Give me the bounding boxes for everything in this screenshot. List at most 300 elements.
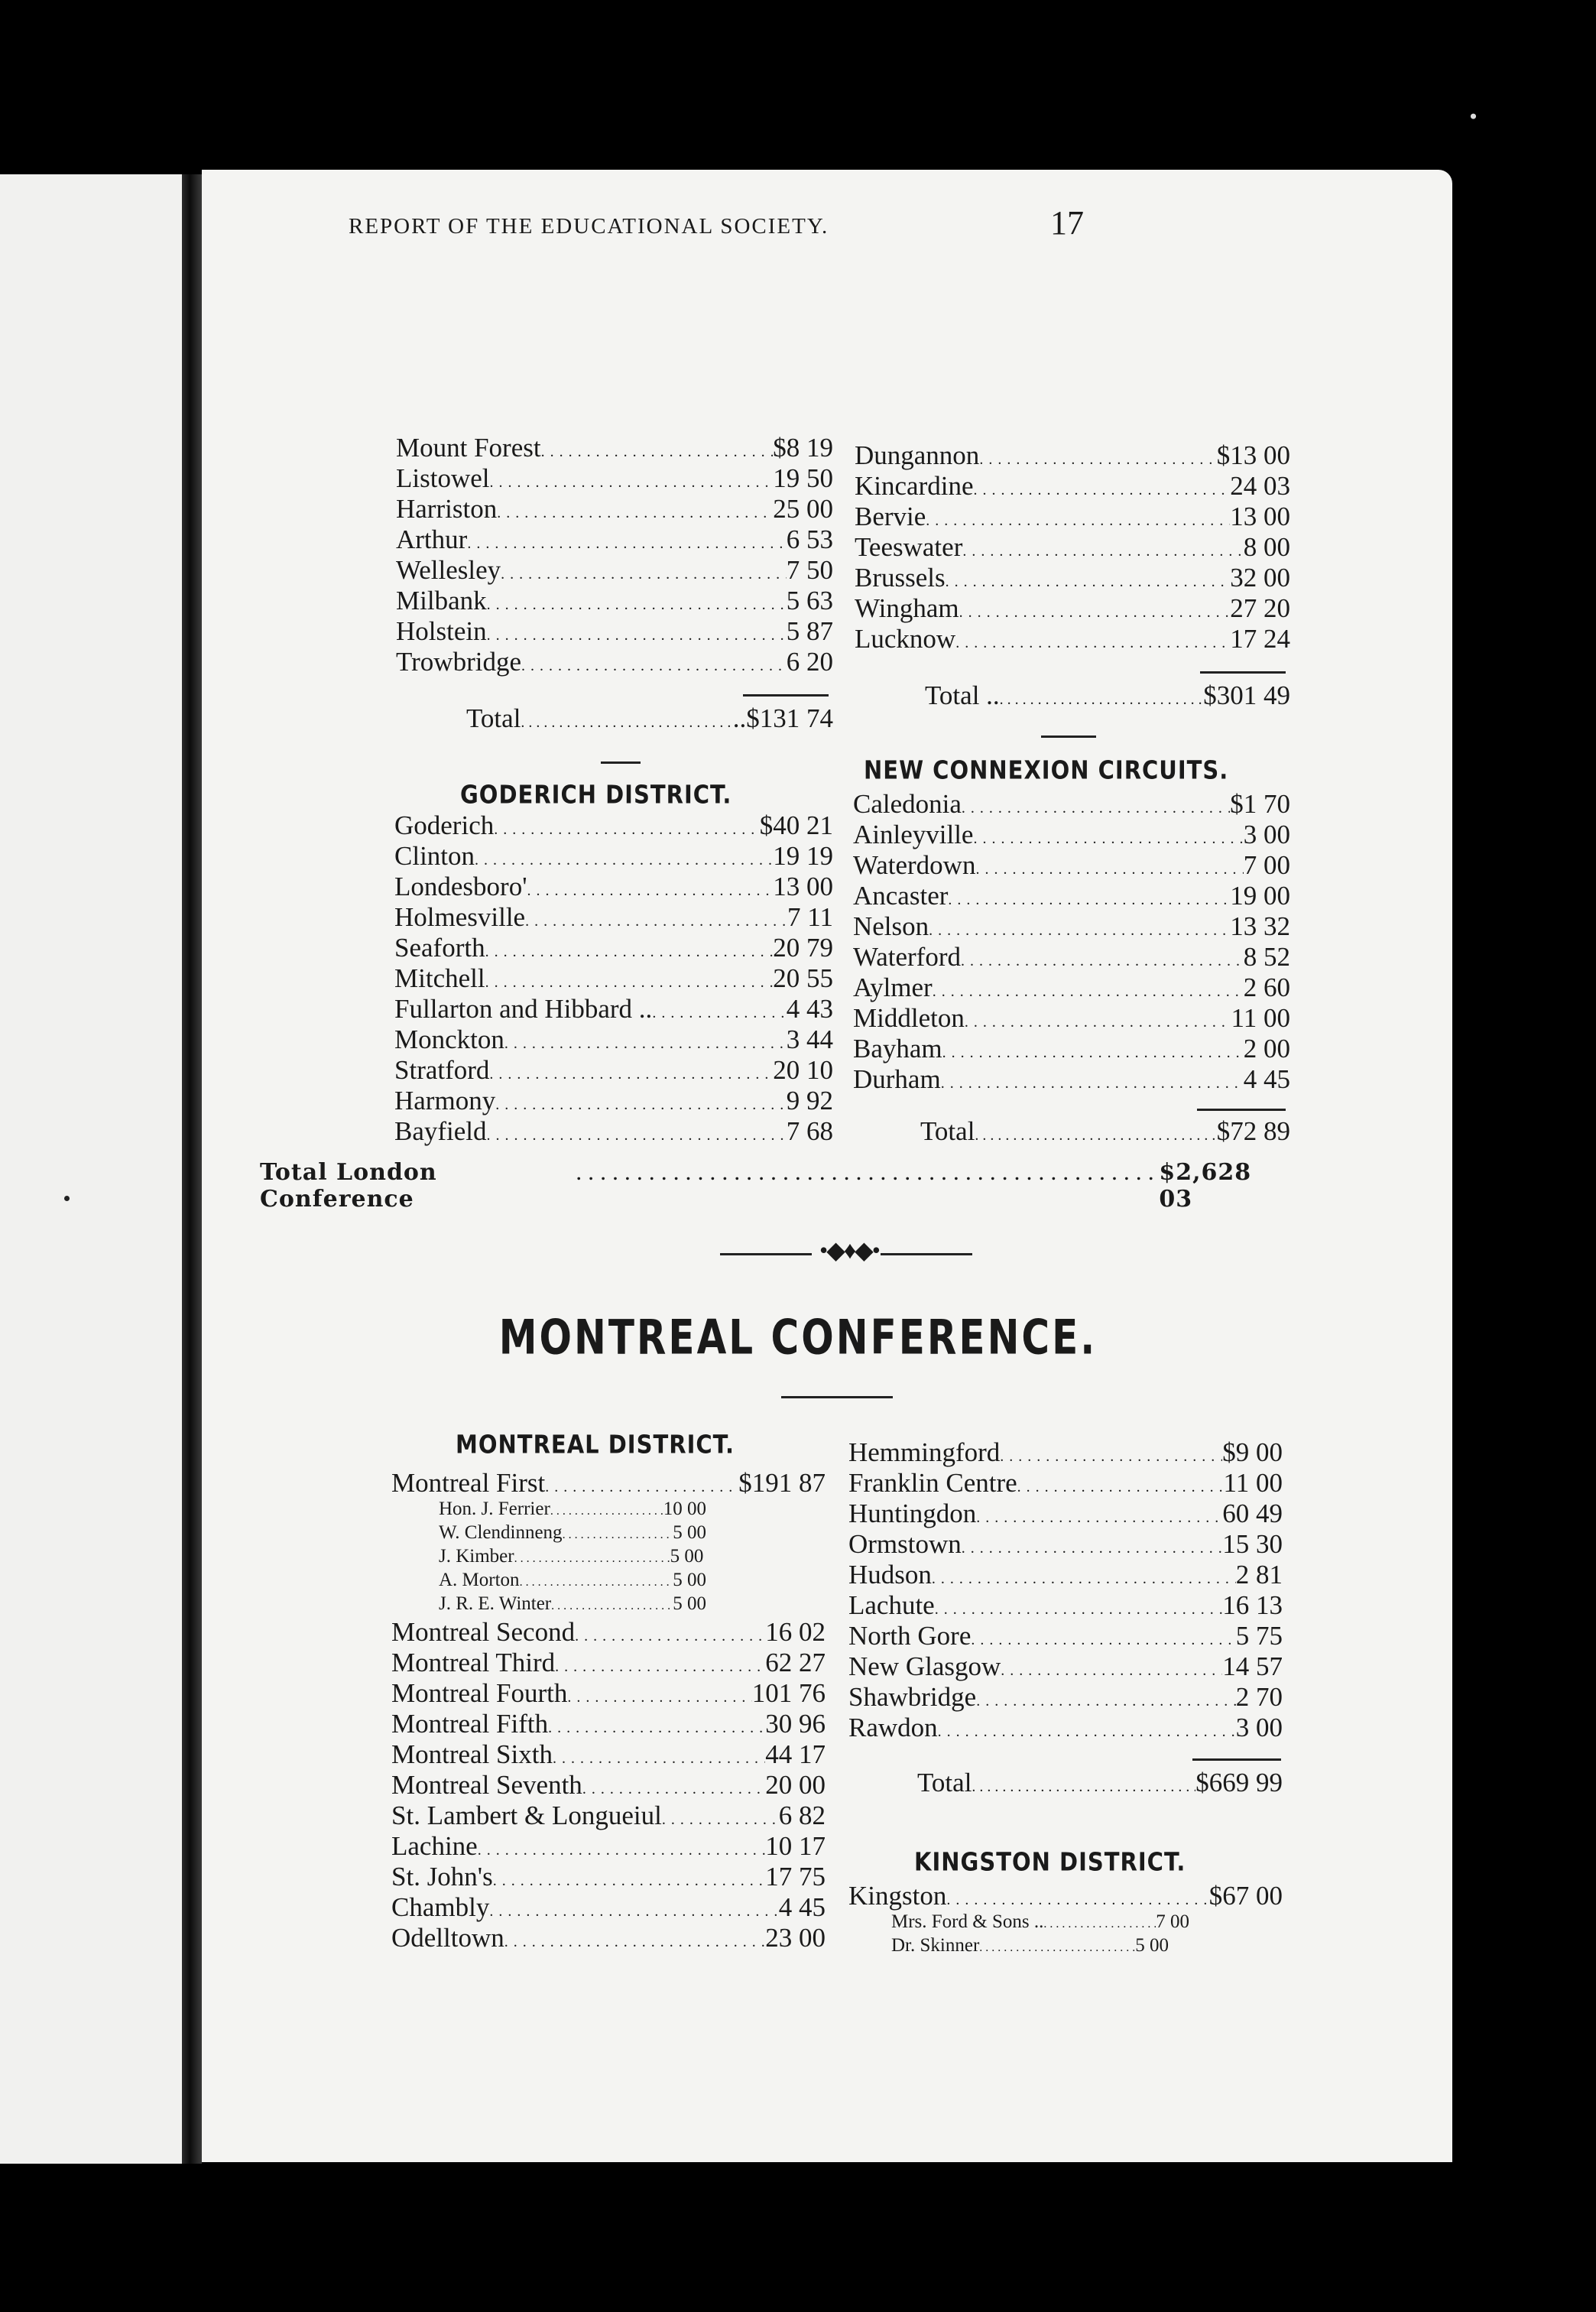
circuit-name: Nelson bbox=[853, 911, 929, 941]
leader-dots bbox=[975, 1116, 1216, 1147]
montreal-continued-list bbox=[848, 1437, 1283, 1743]
circuit-name: Wingham bbox=[855, 593, 959, 623]
leader-dots bbox=[938, 1713, 1236, 1743]
leader-dots bbox=[962, 789, 1230, 820]
circuit-name: Trowbridge bbox=[396, 647, 521, 677]
leader-dots bbox=[545, 1468, 738, 1499]
circuit-amount: 20 10 bbox=[773, 1055, 833, 1085]
leader-dots bbox=[504, 1923, 765, 1953]
grand-total-amount: $2,628 03 bbox=[1159, 1159, 1252, 1213]
leader-dots bbox=[973, 471, 1230, 502]
circuit-amount: 32 00 bbox=[1230, 563, 1290, 593]
subscriber-amount: 5 00 bbox=[673, 1593, 706, 1614]
circuit-name: Shawbridge bbox=[848, 1682, 977, 1712]
circuit-name: Durham bbox=[853, 1064, 941, 1094]
ornament-glyph: •◆♦◆• bbox=[819, 1236, 879, 1264]
circuit-amount: 24 03 bbox=[1230, 471, 1290, 501]
subscriber-name: J. Kimber bbox=[439, 1546, 514, 1567]
leader-dots bbox=[553, 1739, 765, 1770]
leader-dots bbox=[489, 1892, 778, 1923]
circuit-name: Waterdown bbox=[853, 850, 976, 880]
circuit-name: Listowel bbox=[396, 463, 490, 493]
leader-dots bbox=[501, 555, 787, 586]
circuit-amount: 5 87 bbox=[786, 616, 833, 646]
circuit-amount: 19 00 bbox=[1230, 881, 1290, 911]
goderich-heading: GODERICH DISTRICT. bbox=[460, 779, 732, 810]
total-label: Total bbox=[917, 1768, 972, 1797]
circuit-amount: 23 00 bbox=[765, 1923, 826, 1953]
leader-dots bbox=[555, 1648, 765, 1678]
circuit-name: Milbank bbox=[396, 586, 487, 615]
list-item bbox=[853, 1003, 1290, 1034]
subscriber-amount: 7 00 bbox=[1156, 1911, 1189, 1932]
leader-dots bbox=[576, 1159, 1160, 1186]
leader-dots bbox=[1000, 680, 1204, 711]
circuit-amount: 25 00 bbox=[773, 494, 833, 524]
circuit-name: Hemmingford bbox=[848, 1437, 1001, 1467]
ornamental-divider bbox=[720, 1236, 972, 1264]
subscriber-amount: 10 00 bbox=[663, 1499, 706, 1519]
circuit-name: Londesboro' bbox=[394, 872, 527, 901]
goderich-list bbox=[394, 810, 833, 1147]
running-head: REPORT OF THE EDUCATIONAL SOCIETY. bbox=[349, 214, 829, 239]
section-rule bbox=[601, 761, 641, 764]
total-amount: $669 99 bbox=[1195, 1768, 1283, 1797]
leader-dots bbox=[935, 1590, 1223, 1621]
circuit-name: Montreal Seventh bbox=[391, 1770, 582, 1800]
circuit-amount: 17 24 bbox=[1230, 624, 1290, 654]
leader-dots bbox=[972, 1768, 1195, 1798]
leader-dots bbox=[1000, 1437, 1222, 1468]
circuit-amount: 4 43 bbox=[786, 994, 833, 1024]
list-item bbox=[396, 494, 833, 524]
list-item bbox=[396, 463, 833, 494]
total-label: Total bbox=[466, 703, 521, 733]
leader-dots bbox=[497, 494, 773, 524]
circuit-name: North Gore bbox=[848, 1621, 972, 1651]
list-item bbox=[848, 1499, 1283, 1529]
total-rule bbox=[1192, 1758, 1281, 1761]
circuit-amount: 10 17 bbox=[765, 1831, 826, 1861]
montreal-district-heading: MONTREAL DISTRICT. bbox=[456, 1429, 735, 1460]
list-item bbox=[855, 593, 1290, 624]
leader-dots bbox=[489, 1055, 773, 1086]
leader-dots bbox=[1043, 1911, 1156, 1933]
circuit-name: New Glasgow bbox=[848, 1651, 1001, 1681]
total-rule bbox=[743, 694, 829, 697]
total-row-top-left bbox=[466, 703, 833, 737]
circuit-amount: 2 60 bbox=[1243, 973, 1290, 1002]
total-label: Total bbox=[920, 1116, 975, 1146]
circuit-amount: 6 20 bbox=[786, 647, 833, 677]
circuit-amount: $40 21 bbox=[759, 810, 833, 840]
new-connexion-heading: NEW CONNEXION CIRCUITS. bbox=[864, 755, 1229, 785]
circuit-amount: 44 17 bbox=[765, 1739, 826, 1769]
circuit-name: Dungannon bbox=[855, 440, 980, 470]
list-item bbox=[394, 810, 833, 841]
list-item bbox=[391, 1709, 826, 1739]
circuit-amount: 19 19 bbox=[773, 841, 833, 871]
leader-dots bbox=[976, 1682, 1236, 1713]
list-item bbox=[394, 902, 833, 933]
circuit-amount: 13 00 bbox=[773, 872, 833, 901]
list-item bbox=[396, 555, 833, 586]
circuit-amount: 60 49 bbox=[1222, 1499, 1283, 1528]
circuit-amount: 3 00 bbox=[1235, 1713, 1283, 1742]
circuit-name: Harriston bbox=[396, 494, 498, 524]
circuit-name: Waterford bbox=[853, 942, 961, 972]
leader-dots bbox=[525, 902, 787, 933]
total-label: Total .. bbox=[925, 680, 1000, 710]
leader-dots bbox=[959, 593, 1231, 624]
circuit-amount: 13 00 bbox=[1230, 502, 1290, 531]
book-gutter bbox=[182, 174, 202, 2164]
circuit-amount: 19 50 bbox=[773, 463, 833, 493]
leader-dots bbox=[504, 1024, 787, 1055]
new-connexion-list bbox=[853, 789, 1290, 1095]
total-row-montreal bbox=[917, 1768, 1283, 1801]
circuit-amount: 16 02 bbox=[765, 1617, 826, 1647]
circuit-name: Teeswater bbox=[855, 532, 963, 562]
page-header bbox=[0, 197, 1596, 243]
circuit-amount: 2 00 bbox=[1243, 1034, 1290, 1063]
leader-dots bbox=[494, 810, 760, 841]
circuit-name: Arthur bbox=[396, 524, 468, 554]
conference-title: MONTREAL CONFERENCE. bbox=[498, 1309, 1098, 1365]
list-item bbox=[853, 850, 1290, 881]
circuit-name: Caledonia bbox=[853, 789, 962, 819]
circuit-amount: 2 81 bbox=[1235, 1560, 1283, 1590]
circuit-amount: 15 30 bbox=[1222, 1529, 1283, 1559]
total-row-new-connexion bbox=[920, 1116, 1290, 1150]
circuit-name: Middleton bbox=[853, 1003, 965, 1033]
district-list-top-left bbox=[396, 433, 833, 677]
leader-dots bbox=[485, 933, 774, 963]
circuit-amount: 3 44 bbox=[786, 1024, 833, 1054]
circuit-name: Lucknow bbox=[855, 624, 956, 654]
circuit-amount: 9 92 bbox=[786, 1086, 833, 1115]
circuit-amount: 6 82 bbox=[778, 1801, 826, 1830]
section-rule bbox=[1041, 735, 1096, 738]
leader-dots bbox=[929, 911, 1230, 942]
list-item bbox=[853, 820, 1290, 850]
circuit-name: Montreal First bbox=[391, 1468, 546, 1498]
leader-dots bbox=[926, 502, 1230, 532]
grand-total-label: Total London Conference bbox=[260, 1159, 437, 1213]
circuit-name: Brussels bbox=[855, 563, 946, 593]
subscriber-name: J. R. E. Winter bbox=[439, 1593, 552, 1614]
list-item bbox=[848, 1468, 1283, 1499]
subscriber-row bbox=[891, 1911, 1189, 1935]
total-row-top-right bbox=[925, 680, 1290, 714]
circuit-name: Holmesville bbox=[394, 902, 526, 932]
circuit-name: Odelltown bbox=[391, 1923, 504, 1953]
circuit-name: Ainleyville bbox=[853, 820, 974, 849]
circuit-name: Montreal Sixth bbox=[391, 1739, 553, 1769]
leader-dots bbox=[475, 841, 773, 872]
circuit-name: Monckton bbox=[394, 1024, 504, 1054]
list-item bbox=[391, 1770, 826, 1801]
list-item bbox=[394, 933, 833, 963]
list-item bbox=[391, 1678, 826, 1709]
circuit-name: Huntingdon bbox=[848, 1499, 977, 1528]
subscriber-row bbox=[439, 1522, 706, 1546]
leader-dots bbox=[971, 1621, 1235, 1651]
list-item bbox=[853, 881, 1290, 911]
circuit-amount: $67 00 bbox=[1208, 1881, 1283, 1911]
list-item bbox=[848, 1529, 1283, 1560]
list-item bbox=[853, 789, 1290, 820]
leader-dots bbox=[548, 1709, 765, 1739]
list-item bbox=[848, 1682, 1283, 1713]
subscriber-row bbox=[439, 1593, 706, 1617]
circuit-amount: 17 75 bbox=[765, 1862, 826, 1891]
circuit-name: Clinton bbox=[394, 841, 475, 871]
list-item bbox=[848, 1713, 1283, 1743]
list-item bbox=[853, 973, 1290, 1003]
list-item bbox=[396, 586, 833, 616]
circuit-amount: $9 00 bbox=[1222, 1437, 1283, 1467]
leader-dots bbox=[567, 1678, 751, 1709]
leader-dots bbox=[933, 973, 1244, 1003]
kingston-list bbox=[848, 1881, 1283, 1959]
subscriber-row bbox=[439, 1570, 706, 1593]
leader-dots bbox=[946, 1881, 1208, 1911]
list-item bbox=[853, 942, 1290, 973]
leader-dots bbox=[551, 1593, 673, 1615]
leader-dots bbox=[489, 463, 773, 494]
circuit-name: Mitchell bbox=[394, 963, 485, 993]
circuit-name: Lachute bbox=[848, 1590, 935, 1620]
leader-dots bbox=[495, 1086, 787, 1116]
circuit-amount: 11 00 bbox=[1231, 1003, 1290, 1033]
leader-dots bbox=[478, 1831, 766, 1862]
list-item bbox=[391, 1648, 826, 1678]
leader-dots bbox=[487, 1116, 787, 1147]
list-item bbox=[396, 647, 833, 677]
circuit-name: Montreal Fifth bbox=[391, 1709, 549, 1739]
list-item bbox=[848, 1590, 1283, 1621]
kingston-heading: KINGSTON DISTRICT. bbox=[914, 1846, 1186, 1877]
ink-dot bbox=[64, 1196, 70, 1201]
circuit-amount: 2 70 bbox=[1235, 1682, 1283, 1712]
circuit-amount: 27 20 bbox=[1230, 593, 1290, 623]
leader-dots bbox=[541, 433, 774, 463]
circuit-amount: 3 00 bbox=[1243, 820, 1290, 849]
circuit-amount: $191 87 bbox=[738, 1468, 826, 1498]
list-item bbox=[391, 1739, 826, 1770]
list-item bbox=[394, 1086, 833, 1116]
leader-dots bbox=[493, 1862, 766, 1892]
title-rule bbox=[781, 1396, 893, 1398]
leader-dots bbox=[961, 942, 1244, 973]
edge-mark: ∙ bbox=[1468, 91, 1479, 141]
list-item bbox=[855, 563, 1290, 593]
leader-dots bbox=[521, 647, 787, 677]
leader-dots bbox=[652, 994, 786, 1024]
leader-dots bbox=[979, 440, 1216, 471]
total-amount: $72 89 bbox=[1216, 1116, 1290, 1146]
left-page-edge bbox=[0, 174, 182, 2164]
list-item bbox=[853, 911, 1290, 942]
list-item bbox=[391, 1892, 826, 1923]
circuit-amount: 7 00 bbox=[1243, 850, 1290, 880]
district-list-top-right bbox=[855, 440, 1290, 654]
circuit-name: Ormstown bbox=[848, 1529, 962, 1559]
circuit-amount: 7 68 bbox=[786, 1116, 833, 1146]
circuit-amount: 62 27 bbox=[765, 1648, 826, 1677]
circuit-name: Kincardine bbox=[855, 471, 974, 501]
leader-dots bbox=[955, 624, 1230, 654]
circuit-amount: 5 75 bbox=[1235, 1621, 1283, 1651]
circuit-amount: $1 70 bbox=[1230, 789, 1290, 819]
circuit-amount: 14 57 bbox=[1222, 1651, 1283, 1681]
list-item bbox=[391, 1862, 826, 1892]
subscriber-name: A. Morton bbox=[439, 1570, 520, 1590]
leader-dots bbox=[582, 1770, 765, 1801]
circuit-name: Hudson bbox=[848, 1560, 932, 1590]
circuit-amount: 8 00 bbox=[1243, 532, 1290, 562]
list-item bbox=[848, 1651, 1283, 1682]
list-item bbox=[391, 1617, 826, 1648]
circuit-amount: 20 55 bbox=[773, 963, 833, 993]
circuit-name: Rawdon bbox=[848, 1713, 938, 1742]
leader-dots bbox=[1001, 1651, 1222, 1682]
leader-dots bbox=[521, 703, 732, 734]
list-item bbox=[848, 1437, 1283, 1468]
total-amount: ..$131 74 bbox=[732, 703, 833, 733]
circuit-amount: 6 53 bbox=[786, 524, 833, 554]
leader-dots bbox=[563, 1522, 673, 1544]
list-item bbox=[394, 1116, 833, 1147]
circuit-name: Harmony bbox=[394, 1086, 496, 1115]
circuit-name: Stratford bbox=[394, 1055, 490, 1085]
subscriber-amount: 5 00 bbox=[670, 1546, 704, 1567]
list-item bbox=[853, 1034, 1290, 1064]
circuit-name: Seaforth bbox=[394, 933, 485, 963]
leader-dots bbox=[941, 1064, 1244, 1095]
list-item bbox=[855, 502, 1290, 532]
leader-dots bbox=[965, 1003, 1231, 1034]
list-item bbox=[391, 1831, 826, 1862]
subscriber-row bbox=[891, 1935, 1189, 1959]
circuit-amount: 11 00 bbox=[1223, 1468, 1283, 1498]
circuit-name: Chambly bbox=[391, 1892, 490, 1922]
circuit-amount: 5 63 bbox=[786, 586, 833, 615]
circuit-amount: 13 32 bbox=[1230, 911, 1290, 941]
circuit-name: Bayfield bbox=[394, 1116, 487, 1146]
total-rule bbox=[1197, 1109, 1286, 1111]
circuit-name: Mount Forest bbox=[396, 433, 541, 463]
montreal-district-list bbox=[391, 1468, 826, 1953]
circuit-amount: 101 76 bbox=[751, 1678, 826, 1708]
circuit-name: Franklin Centre bbox=[848, 1468, 1017, 1498]
list-item bbox=[394, 1024, 833, 1055]
circuit-amount: 16 13 bbox=[1222, 1590, 1283, 1620]
list-item bbox=[855, 532, 1290, 563]
circuit-name: Kingston bbox=[848, 1881, 947, 1911]
list-item bbox=[391, 1801, 826, 1831]
leader-dots bbox=[514, 1546, 670, 1567]
list-item bbox=[848, 1560, 1283, 1590]
circuit-name: Aylmer bbox=[853, 973, 933, 1002]
circuit-name: Wellesley bbox=[396, 555, 501, 585]
list-item bbox=[396, 433, 833, 463]
list-item bbox=[394, 1055, 833, 1086]
leader-dots bbox=[973, 820, 1243, 850]
circuit-amount: 30 96 bbox=[765, 1709, 826, 1739]
list-item bbox=[394, 872, 833, 902]
list-item bbox=[853, 1064, 1290, 1095]
leader-dots bbox=[979, 1935, 1135, 1956]
circuit-name: St. John's bbox=[391, 1862, 493, 1891]
subscriber-row bbox=[439, 1546, 706, 1570]
subscriber-amount: 5 00 bbox=[1135, 1935, 1169, 1956]
leader-dots bbox=[467, 524, 786, 555]
list-item bbox=[391, 1468, 826, 1499]
list-item bbox=[394, 963, 833, 994]
list-item bbox=[855, 471, 1290, 502]
list-item bbox=[855, 624, 1290, 654]
leader-dots bbox=[485, 963, 774, 994]
circuit-name: Montreal Fourth bbox=[391, 1678, 568, 1708]
subscriber-amount: 5 00 bbox=[673, 1570, 706, 1590]
circuit-name: Bayham bbox=[853, 1034, 942, 1063]
leader-dots bbox=[520, 1570, 673, 1591]
circuit-amount: 20 79 bbox=[773, 933, 833, 963]
leader-dots bbox=[976, 1499, 1222, 1529]
circuit-amount: 4 45 bbox=[778, 1892, 826, 1922]
total-rule bbox=[1200, 671, 1286, 674]
leader-dots bbox=[550, 1499, 663, 1520]
list-item bbox=[396, 524, 833, 555]
subscriber-row bbox=[439, 1499, 706, 1522]
circuit-amount: 7 11 bbox=[787, 902, 833, 932]
circuit-amount: 8 52 bbox=[1243, 942, 1290, 972]
leader-dots bbox=[962, 532, 1243, 563]
leader-dots bbox=[527, 872, 774, 902]
circuit-name: Ancaster bbox=[853, 881, 949, 911]
subscriber-amount: 5 00 bbox=[673, 1522, 706, 1543]
leader-dots bbox=[942, 1034, 1244, 1064]
circuit-amount: $8 19 bbox=[773, 433, 833, 463]
leader-dots bbox=[946, 563, 1231, 593]
page-number: 17 bbox=[1050, 204, 1084, 242]
leader-dots bbox=[575, 1617, 765, 1648]
list-item bbox=[848, 1621, 1283, 1651]
circuit-name: Fullarton and Hibbard .. bbox=[394, 994, 653, 1024]
list-item bbox=[855, 440, 1290, 471]
circuit-name: Montreal Third bbox=[391, 1648, 556, 1677]
leader-dots bbox=[662, 1801, 779, 1831]
circuit-name: St. Lambert & Longueiul bbox=[391, 1801, 662, 1830]
circuit-name: Lachine bbox=[391, 1831, 478, 1861]
total-amount: $301 49 bbox=[1203, 680, 1290, 710]
list-item bbox=[396, 616, 833, 647]
circuit-name: Holstein bbox=[396, 616, 487, 646]
circuit-amount: $13 00 bbox=[1216, 440, 1290, 470]
leader-dots bbox=[487, 616, 787, 647]
subscriber-name: Hon. J. Ferrier bbox=[439, 1499, 550, 1519]
circuit-amount: 20 00 bbox=[765, 1770, 826, 1800]
leader-dots bbox=[948, 881, 1230, 911]
london-conference-total bbox=[260, 1159, 1284, 1213]
list-item bbox=[391, 1923, 826, 1953]
leader-dots bbox=[962, 1529, 1222, 1560]
list-item bbox=[848, 1881, 1283, 1911]
circuit-name: Goderich bbox=[394, 810, 495, 840]
circuit-amount: 7 50 bbox=[786, 555, 833, 585]
